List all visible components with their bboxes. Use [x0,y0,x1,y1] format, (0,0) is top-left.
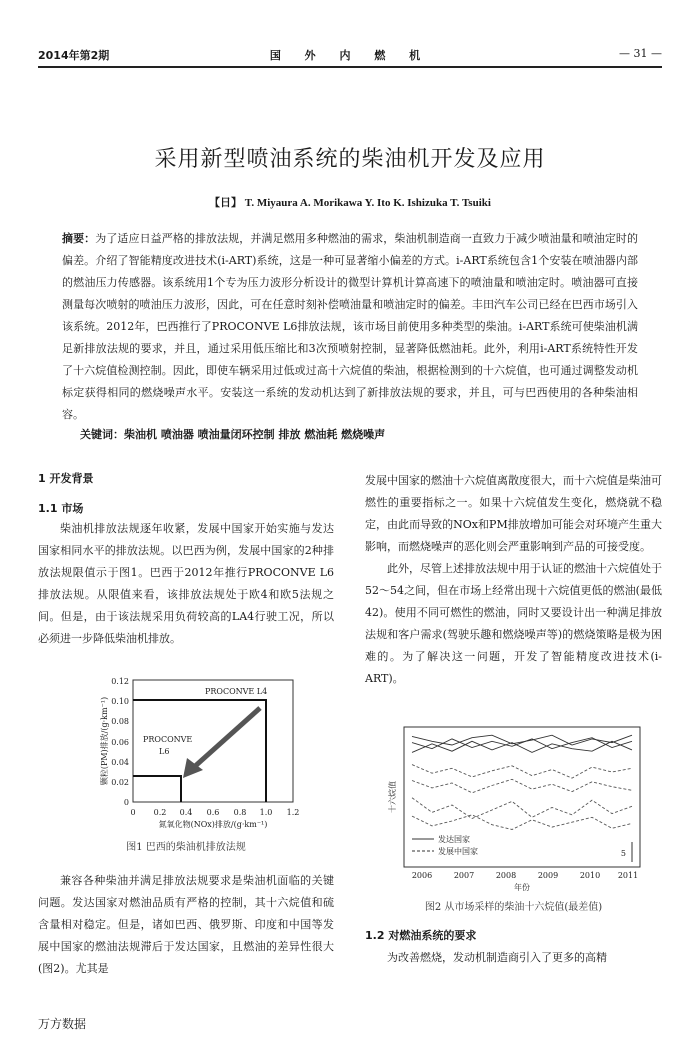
fig1-xtick: 0.2 [153,808,167,817]
fig2-series-line-5 [412,798,632,819]
fig1-ytick: 0.02 [111,778,129,787]
fig1-ytick: 0 [123,798,129,807]
fig1-ytick: 0.06 [111,738,129,747]
fig1-arrow-shaft [193,708,260,768]
fig1-xtick: 1.0 [259,808,273,817]
author-line: 【日】 T. Miyaura A. Morikawa Y. Ito K. Ishizuka T. Tsuiki [209,197,491,209]
section-1-heading: 1 开发背景 [38,472,94,485]
fig2-series-line-2 [412,735,632,745]
header-rule [38,66,662,68]
figure-2-caption: 图2 从市场采样的柴油十六烷值(最差值) [424,902,603,913]
fig2-xtick: 2010 [579,871,601,880]
running-header [38,47,662,63]
fig2-xtick: 2006 [411,871,433,880]
section-1-1-paragraph-2: 兼容各种柴油并满足排放法规要求是柴油机面临的关键问题。发达国家对燃油品质有严格的控制，其十六烷值和硫含量相对稳定。但是，诸如巴西、俄罗斯、印度和中国等发展中国家的燃油法规滞后于发达国家，且燃油的差异性很大(图2)。尤其是 [38,874,334,975]
fig1-ytick: 0.08 [111,717,129,726]
fig1-xtick: 0.4 [179,808,193,817]
fig2-xtick: 2007 [453,871,475,880]
section-1-1-heading: 1.1 市场 [38,502,84,515]
figure-1-chart [55,672,315,832]
fig2-series-line-6 [412,815,632,830]
fig1-label-l6-a: PROCONVE [143,735,193,744]
page-number: — 31 — [619,47,662,60]
fig2-legend-developed: 发达国家 [438,835,470,844]
fig2-xtick: 2011 [617,871,639,880]
left-column-top [38,470,334,650]
footer-source: 万方数据 [38,1017,87,1031]
fig2-xlabel: 年份 [514,883,530,892]
fig1-xlabel: 氮氧化物(NOx)排放/(g·km⁻¹) [158,820,268,829]
right-paragraph-2: 此外，尽管上述排放法规中用于认证的燃油十六烷值处于52～54之间，但在市场上经常出现十六烷值更低的燃油(最低42)。使用不同可燃性的燃油，同时又要设计出一种满足排放法规和客户需求(驾驶乐趣和燃烧噪声等)的燃烧策略是极为困难的。为了解决这一问题，开发了智能精度改进技术(i-ART)。 [365,562,662,685]
fig2-ylabel: 十六烷值 [388,781,397,813]
fig2-series-line-3 [412,765,632,779]
fig1-xtick: 0.6 [206,808,220,817]
fig1-l4-limit-line [133,700,266,802]
abstract [62,228,638,426]
fig2-scale-label: 5 [620,849,626,858]
fig1-xtick: 1.2 [286,808,300,817]
keywords: 关键词：柴油机 喷油器 喷油量闭环控制 排放 燃油耗 燃烧噪声 [80,428,386,441]
right-column-bottom [365,927,662,969]
fig2-legend-developing: 发展中国家 [438,847,478,856]
fig1-ylabel: 颗粒(PM)排放/(g·km⁻¹) [100,696,109,786]
fig1-l6-limit-line [133,776,181,802]
fig1-ytick: 0.04 [111,758,129,767]
fig2-xtick: 2009 [537,871,559,880]
fig2-series-group [412,735,632,829]
fig2-series-line-4 [412,779,632,793]
figure-1-caption: 图1 巴西的柴油机排放法规 [126,842,246,853]
fig1-label-l4: PROCONVE L4 [205,687,268,696]
article-title: 采用新型喷油系统的柴油机开发及应用 [154,147,546,172]
right-column-top [365,470,662,690]
section-1-1-paragraph-1: 柴油机排放法规逐年收紧，发展中国家开始实施与发达国家相同水平的排放法规。以巴西为例，发展中国家的2种排放法规限值示于图1。巴西于2012年推行PROCONVE L6排放法规。从限值来看，该排放法规处于欧4和欧5法规之间。但是，由于该法规采用负荷较高的LA4行驶工况，所以必须进一步降低柴油机排放。 [38,522,334,645]
fig1-label-l6-b: L6 [159,747,170,756]
fig1-xtick: 0 [130,808,136,817]
journal-name: 国 外 内 燃 机 [269,49,431,62]
fig2-xtick: 2008 [495,871,517,880]
right-paragraph-1: 发展中国家的燃油十六烷值离散度很大，而十六烷值是柴油可燃性的重要指标之一。如果十六烷值发生变化，燃烧就不稳定，由此而导致的NOx和PM排放增加可能会对环境产生重大影响，而燃烧噪声的恶化则会严重影响到产品的可接受度。 [365,474,662,553]
abstract-text: 为了适应日益严格的排放法规，并满足燃用多种燃油的需求，柴油机制造商一直致力于减少喷油量和喷油定时的偏差。介绍了智能精度改进技术(i-ART)系统，这是一种可显著缩小偏差的方式。i-ART系统包含1个安装在喷油器内部的燃油压力传感器。该系统用1个专为压力波形分析设计的微型计算机计算高速下的喷油量和喷油定时。喷油器可直接测量每次喷射的喷油压力波形，因此，可在任意时刻补偿喷油量和喷油定时的偏差。丰田汽车公司已经在巴西市场引入该系统。2012年，巴西推行了PROCONVE L6排放法规，该市场目前使用多种类型的柴油。i-ART系统可使柴油机满足新排放法规的要求，并且，通过采用低压缩比和3次预喷射控制，显著降低燃油耗。此外，利用i-ART系统特性开发了十六烷值检测控制。因此，即使车辆采用过低或过高十六烷值的柴油，根据检测到的十六烷值，也可通过调整发动机标定获得相同的燃烧噪声水平。安装这一系统的发动机达到了新排放法规的要求，并且，可与巴西使用的各种柴油相容。 [62,232,639,421]
abstract-label: 摘要： [62,232,96,245]
figure-2-chart [382,722,652,892]
fig1-ytick: 0.12 [111,677,129,686]
left-column-bottom [38,870,334,980]
issue-label: 2014年第2期 [38,49,110,62]
section-1-2-heading: 1.2 对燃油系统的要求 [365,929,477,942]
fig1-ytick: 0.10 [111,697,129,706]
section-1-2-paragraph-1: 为改善燃烧，发动机制造商引入了更多的高精 [387,951,607,964]
fig1-xtick: 0.8 [233,808,247,817]
